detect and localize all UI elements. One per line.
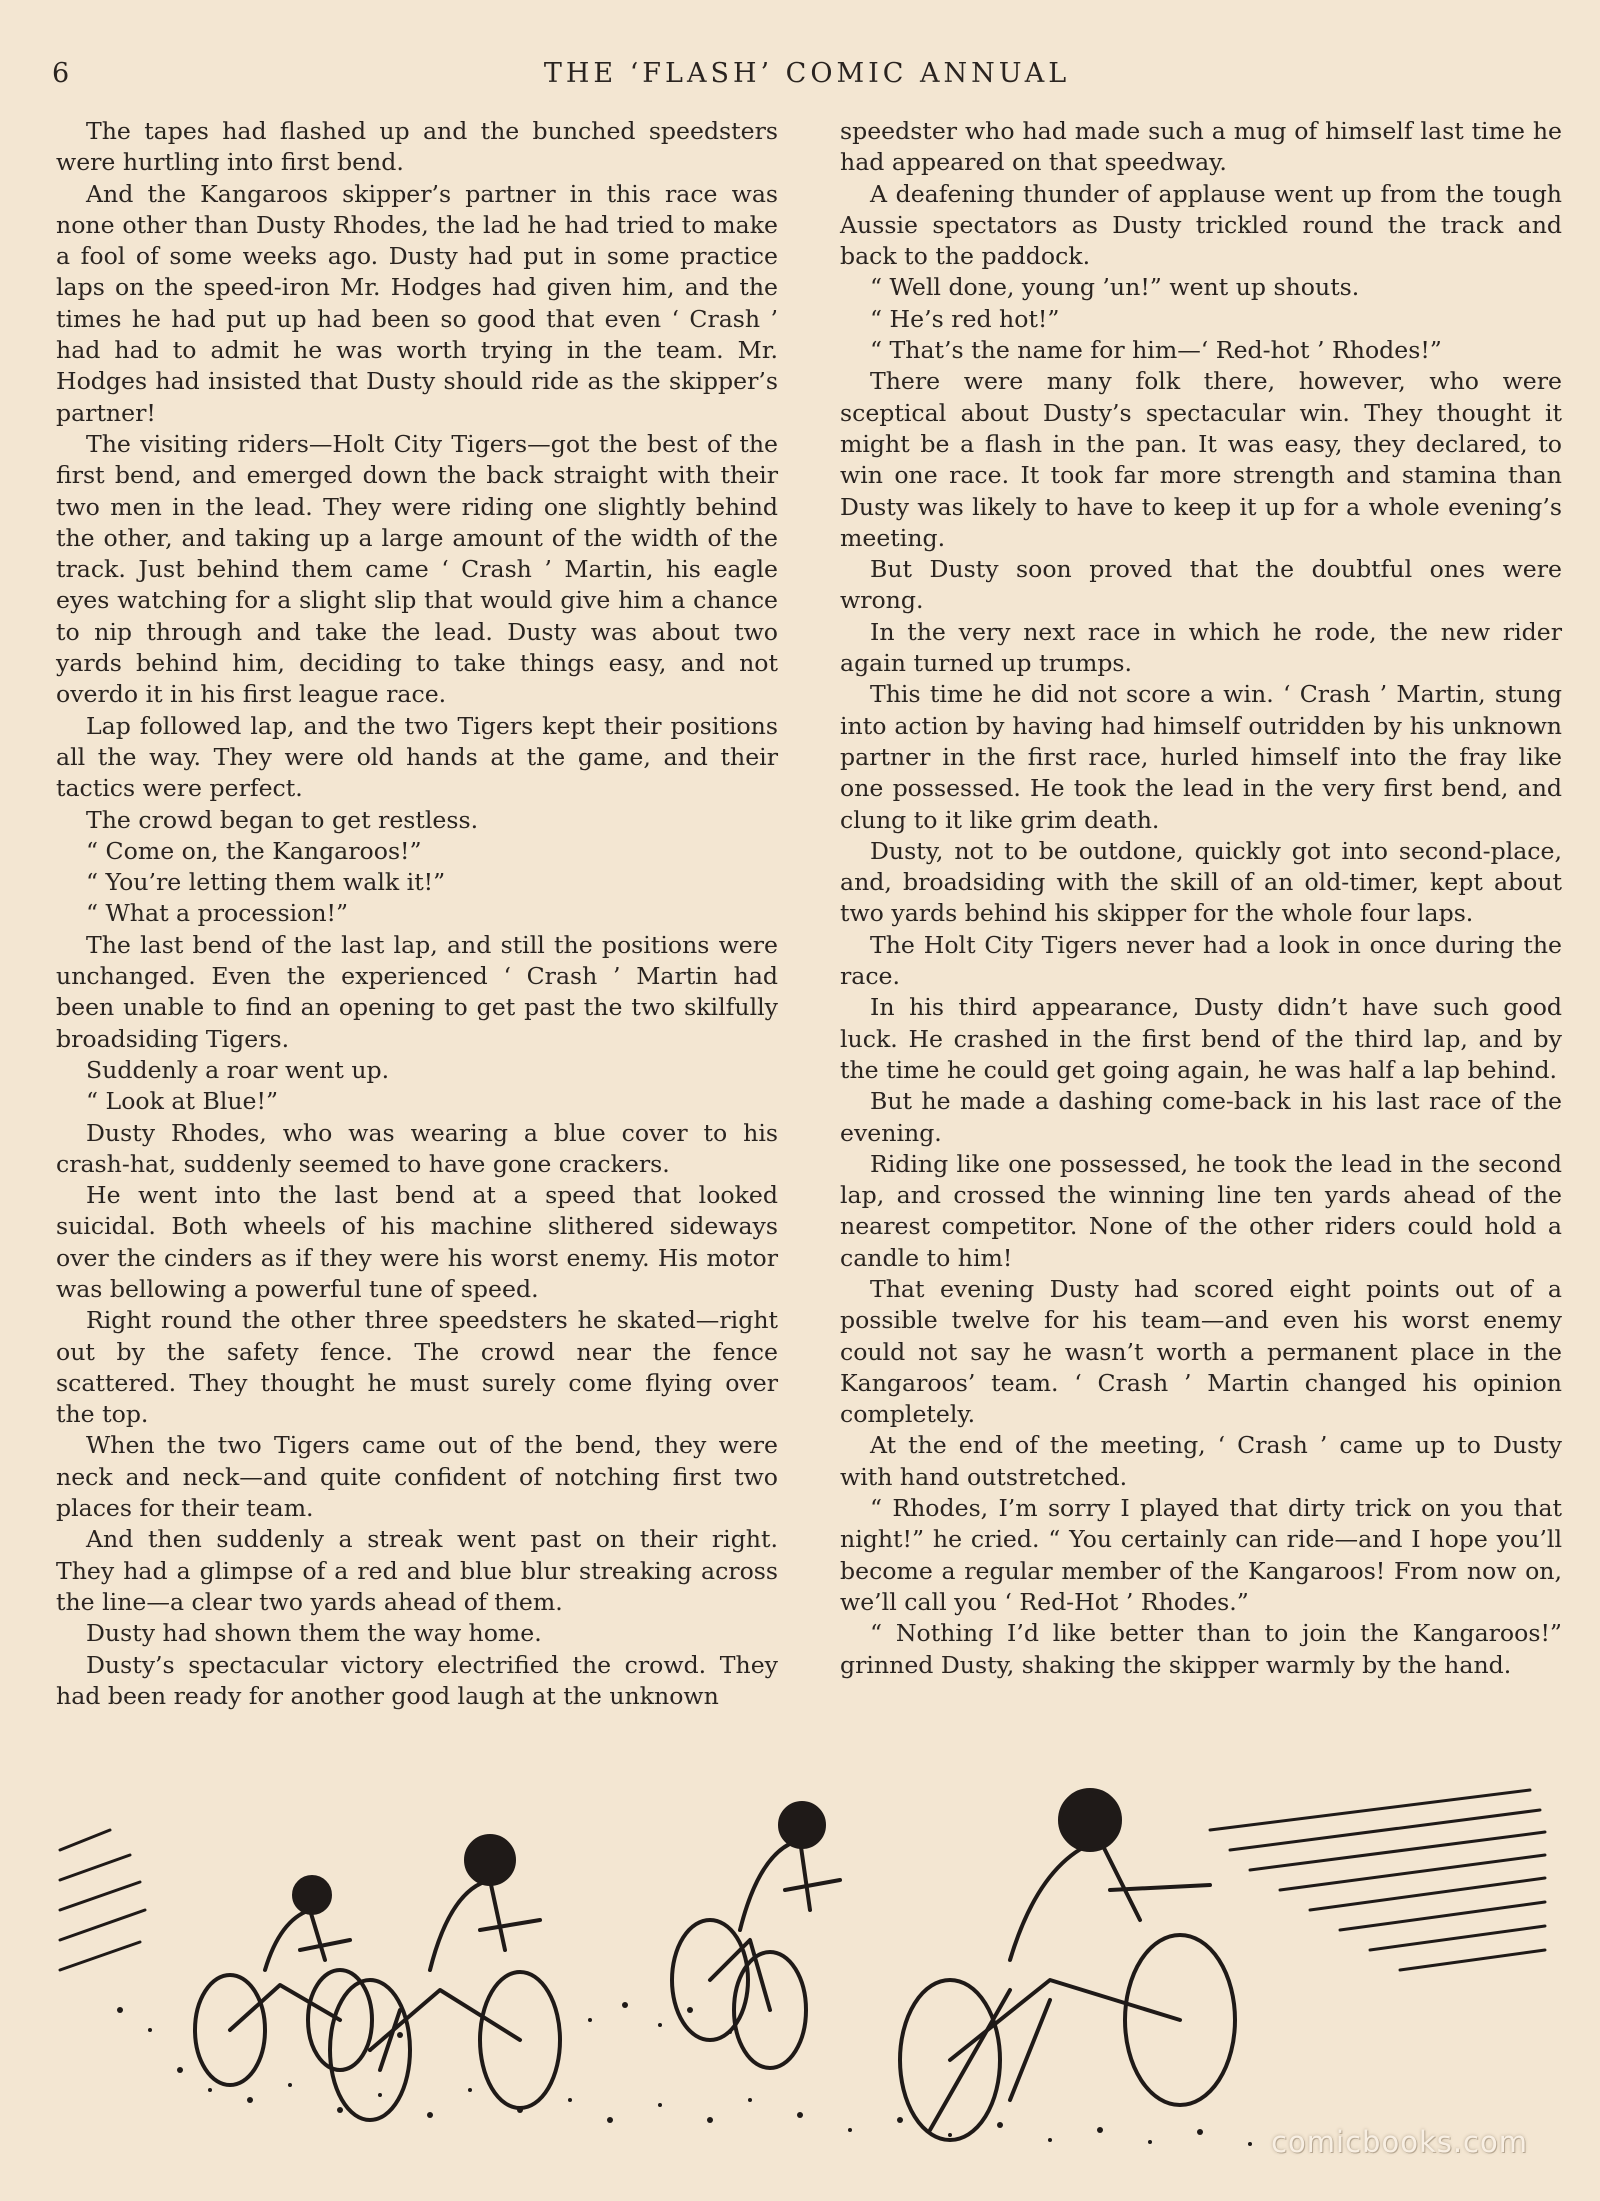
left-column-paragraph: “ Come on, the Kangaroos!” [86,836,422,865]
right-column-paragraph: Riding like one possessed, he took the lead in the second lap, and crossed the winning line ten yards ahead of the nearest competitor. None of the other riders could hold a candle to him! [840,1149,1562,1272]
left-column-paragraph: Dusty Rhodes, who was wearing a blue cover to his crash-hat, suddenly seemed to have gone crackers. [56,1118,778,1178]
right-column-paragraph: “ He’s red hot!” [870,304,1060,333]
background-hatching [1210,1790,1545,1970]
right-column-paragraph: This time he did not score a win. ‘ Crash ’ Martin, stung into action by having had himself outridden by his unknown partner in the first race, hurled himself into the fray like one possessed. He took the lead in the very first bend, and clung to it like grim death. [840,680,1562,834]
left-column-paragraph: The last bend of the last lap, and still the positions were unchanged. Even the experienced ‘ Crash ’ Martin had been unable to find an opening to get past the two skilfully broadsiding Tigers. [56,930,778,1053]
left-column-paragraph: And then suddenly a streak went past on their right. They had a glimpse of a red and blue blur streaking across the line—a clear two yards ahead of them. [56,1525,778,1616]
page-number: 6 [52,58,70,89]
right-column-paragraph: “ Well done, young ’un!” went up shouts. [870,273,1360,302]
left-column-paragraph: “ What a procession!” [86,899,349,928]
left-column-paragraph: Suddenly a roar went up. [86,1055,390,1084]
left-column-paragraph: And the Kangaroos skipper’s partner in this race was none other than Dusty Rhodes, the lad he had tried to make a fool of some weeks ago. Dusty had put in some practice laps on the speed-iron Mr. Hodges had given him, and the times he had put up had been so good that even ‘ Crash ’ had had to admit he was worth trying in the team. Mr. Hodges had insisted that Dusty should ride as the skipper’s partner! [56,179,778,427]
right-text-column [840,116,1562,1681]
right-column-paragraph: speedster who had made such a mug of himself last time he had appeared on that speedway. [840,117,1562,177]
right-column-paragraph: The Holt City Tigers never had a look in once during the race. [840,930,1562,991]
right-column-paragraph: A deafening thunder of applause went up from the tough Aussie spectators as Dusty trickled round the track and back to the paddock. [840,179,1562,271]
left-column-paragraph: He went into the last bend at a speed that looked suicidal. Both wheels of his machine slithered sideways over the cinders as if they were his worst enemy. His motor was bellowing a powerful tune of speed. [56,1181,778,1303]
right-column-paragraph: In the very next race in which he rode, the new rider again turned up trumps. [840,617,1562,678]
left-column-paragraph: “ Look at Blue!” [86,1087,279,1116]
right-column-paragraph: In his third appearance, Dusty didn’t have such good luck. He crashed in the first bend of the third lap, and by the time he could get going again, he was half a lap behind. [840,993,1562,1084]
rider-1 [195,1877,372,2085]
right-column-paragraph: But Dusty soon proved that the doubtful ones were wrong. [840,555,1562,615]
left-column-paragraph: “ You’re letting them walk it!” [86,868,446,897]
rider-2 [330,1836,560,2120]
left-column-paragraph: Right round the other three speedsters he skated—right out by the safety fence. The crowd near the fence scattered. They thought he must surely come flying over the top. [56,1306,778,1429]
left-hatching [60,1830,145,1970]
right-column-paragraph: “ Nothing I’d like better than to join the Kangaroos!” grinned Dusty, shaking the skipper warmly by the hand. [840,1619,1562,1679]
right-column-paragraph: But he made a dashing come-back in his last race of the evening. [840,1087,1562,1147]
rider-4 [900,1790,1235,2140]
right-column-paragraph: There were many folk there, however, who were sceptical about Dusty’s spectacular win. They thought it might be a flash in the pan. It was easy, they declared, to win one race. It took far more strength and stamina than Dusty was likely to have to keep it up for a whole evening’s meeting. [840,367,1562,552]
left-column-paragraph: When the two Tigers came out of the bend, they were neck and neck—and quite confident of notching first two places for their team. [56,1431,778,1523]
watermark: comicbooks.com [1271,2125,1528,2159]
right-column-paragraph: “ Rhodes, I’m sorry I played that dirty trick on you that night!” he cried. “ You certainly can ride—and I hope you’ll become a regular member of the Kangaroos! From now on, we’ll call you ‘ Red-Hot ’ Rhodes.” [840,1494,1562,1616]
right-column-paragraph: Dusty, not to be outdone, quickly got into second-place, and, broadsiding with the skill of an old-timer, kept about two yards behind his skipper for the whole four laps. [840,836,1562,928]
left-column-paragraph: Dusty had shown them the way home. [86,1619,542,1648]
left-text-column [56,116,778,1712]
left-column-paragraph: The tapes had flashed up and the bunched speedsters were hurtling into first bend. [56,117,778,177]
running-title: THE ‘FLASH’ COMIC ANNUAL [543,58,1071,89]
left-column-paragraph: Dusty’s spectacular victory electrified the crowd. They had been ready for another good laugh at the unknown [56,1650,778,1710]
right-column-paragraph: At the end of the meeting, ‘ Crash ’ came up to Dusty with hand outstretched. [840,1431,1562,1491]
speedway-riders-illustration [50,1770,1550,2150]
left-column-paragraph: The crowd began to get restless. [86,805,479,834]
left-column-paragraph: The visiting riders—Holt City Tigers—got the best of the first bend, and emerged down the back straight with their two men in the lead. They were riding one slightly behind the other, and taking up a large amount of the width of the track. Just behind them came ‘ Crash ’ Martin, his eagle eyes watching for a slight slip that would give him a chance to nip through and take the lead. Dusty was about two yards behind him, deciding to take things easy, and not overdo it in his first league race. [56,429,778,709]
rider-3 [672,1803,840,2068]
page-header [52,58,1562,98]
right-column-paragraph: “ That’s the name for him—‘ Red-hot ’ Rhodes!” [870,336,1442,365]
right-column-paragraph: That evening Dusty had scored eight points out of a possible twelve for his team—and even his worst enemy could not say he wasn’t worth a permanent place in the Kangaroos’ team. ‘ Crash ’ Martin changed his opinion completely. [840,1274,1562,1429]
left-column-paragraph: Lap followed lap, and the two Tigers kept their positions all the way. They were old hands at the game, and their tactics were perfect. [56,711,778,803]
